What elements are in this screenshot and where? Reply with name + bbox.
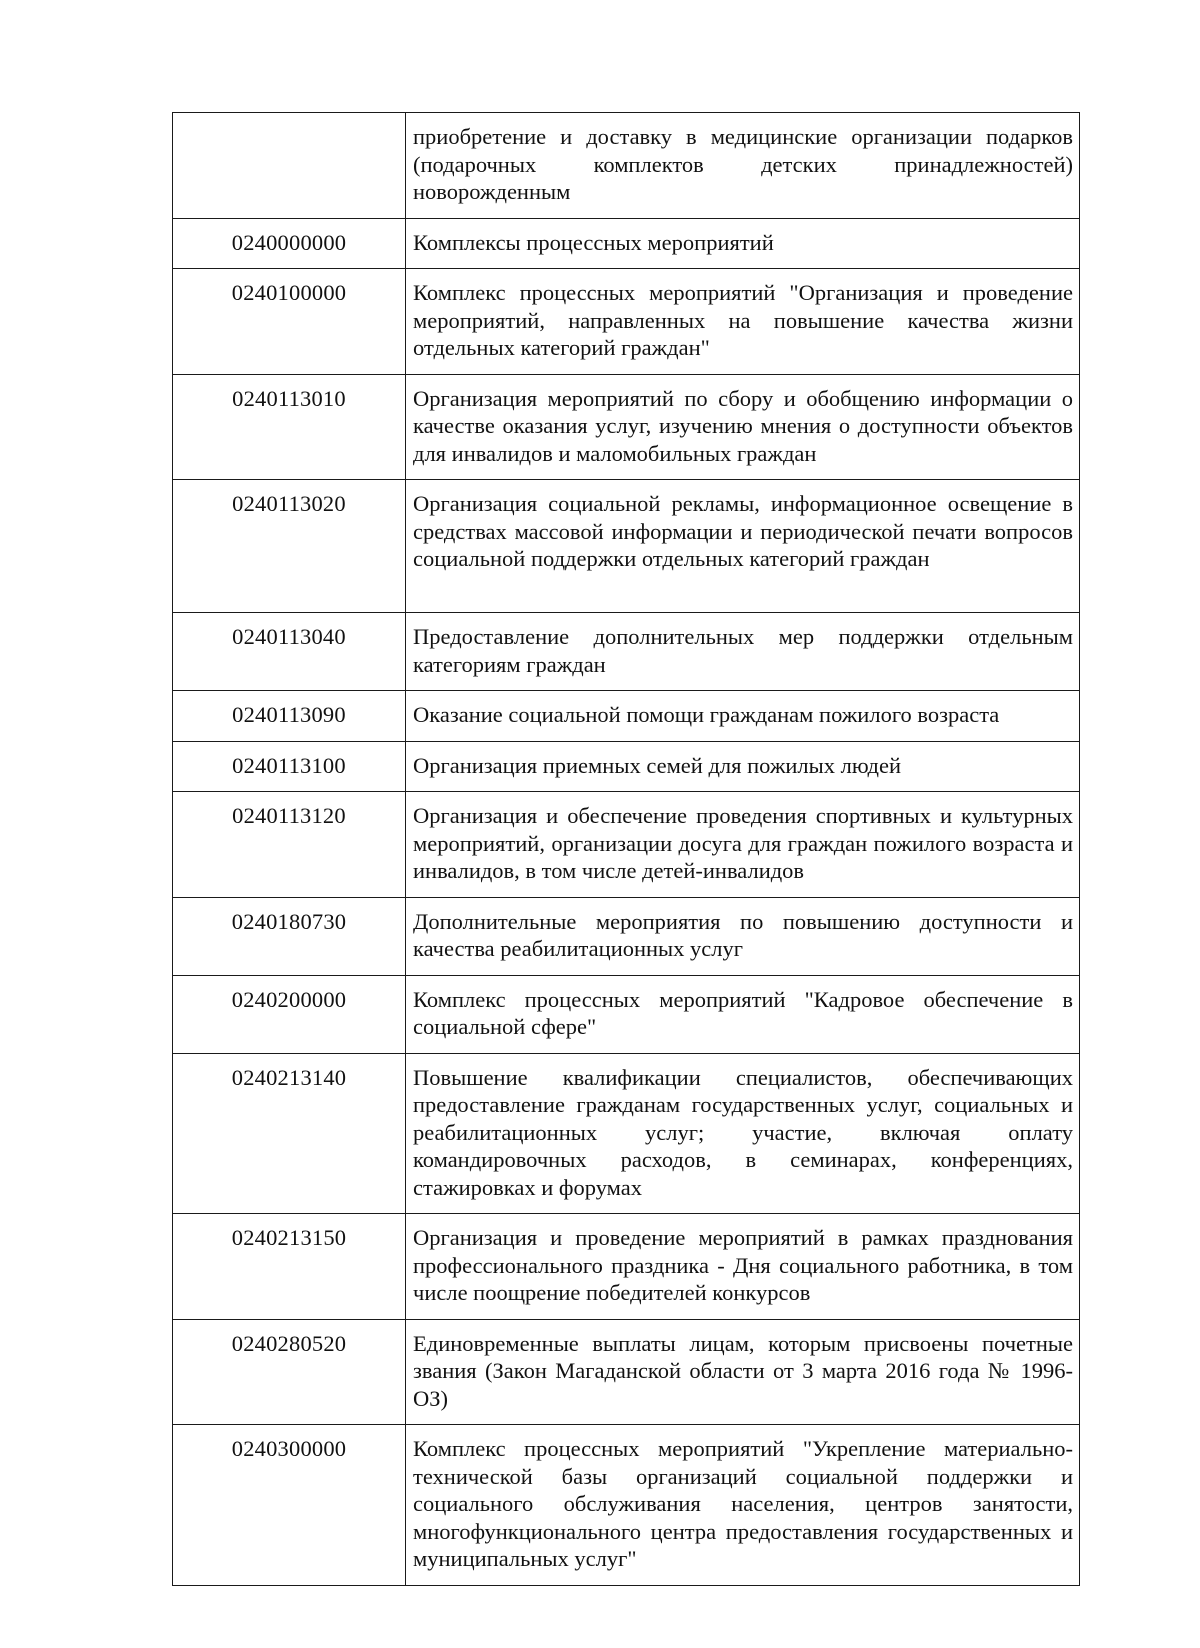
table-row xyxy=(173,1053,1080,1214)
table-row xyxy=(173,897,1080,975)
code-cell xyxy=(173,1319,406,1425)
code-cell xyxy=(173,1214,406,1320)
table-row xyxy=(173,269,1080,375)
code-cell xyxy=(173,218,406,269)
description-cell: Организация социальной рекламы, информационное освещение в средствах массовой информации и периодической печати вопросов социальной поддержки отдельных категорий граждан xyxy=(406,480,1080,613)
code-text: 0240213150 xyxy=(231,1225,347,1250)
description-cell: Комплекс процессных мероприятий "Укрепление материально-технической базы организаций социальной поддержки и социального обслуживания населения, центров занятости, многофункционального центра предоставления государственных и муниципальных услуг" xyxy=(406,1425,1080,1586)
code-text: 0240100000 xyxy=(231,280,347,305)
code-cell xyxy=(173,975,406,1053)
code-text: 0240113100 xyxy=(232,752,346,778)
description-cell: Организация и обеспечение проведения спортивных и культурных мероприятий, организации досуга для граждан пожилого возраста и инвалидов, в том числе детей-инвалидов xyxy=(406,792,1080,898)
code-text: 0240113020 xyxy=(232,491,346,516)
code-cell xyxy=(173,691,406,742)
code-cell xyxy=(173,113,406,219)
code-text: 0240180730 xyxy=(231,908,347,934)
code-text: 0240000000 xyxy=(231,229,347,255)
code-cell xyxy=(173,792,406,898)
table-row xyxy=(173,1214,1080,1320)
description-cell: Организация приемных семей для пожилых людей xyxy=(406,741,1080,792)
description-cell: Единовременные выплаты лицам, которым присвоены почетные звания (Закон Магаданской области от 3 марта 2016 года № 1996-ОЗ) xyxy=(406,1319,1080,1425)
code-cell xyxy=(173,480,406,613)
code-text: 0240113090 xyxy=(232,702,346,727)
description-cell: Комплексы процессных мероприятий xyxy=(406,218,1080,269)
code-text: 0240113040 xyxy=(232,624,346,649)
code-cell xyxy=(173,897,406,975)
table-row xyxy=(173,113,1080,219)
table-row xyxy=(173,691,1080,742)
code-text: 0240300000 xyxy=(231,1436,347,1461)
description-cell: Дополнительные мероприятия по повышению доступности и качества реабилитационных услуг xyxy=(406,897,1080,975)
description-cell: Повышение квалификации специалистов, обеспечивающих предоставление гражданам государственных услуг, социальных и реабилитационных услуг; участие, включая оплату командировочных расходов, в семинарах, конференциях, стажировках и форумах xyxy=(406,1053,1080,1214)
code-text: 0240113120 xyxy=(232,803,346,828)
code-cell xyxy=(173,1053,406,1214)
code-text: 0240200000 xyxy=(231,986,347,1012)
description-cell: Предоставление дополнительных мер поддержки отдельным категориям граждан xyxy=(406,613,1080,691)
table-row xyxy=(173,975,1080,1053)
description-cell: Организация и проведение мероприятий в рамках празднования профессионального праздника - Дня социального работника, в том числе поощрение победителей конкурсов xyxy=(406,1214,1080,1320)
description-cell: Оказание социальной помощи гражданам пожилого возраста xyxy=(406,691,1080,742)
table-row xyxy=(173,1425,1080,1586)
code-text: 0240213140 xyxy=(231,1064,347,1090)
code-cell xyxy=(173,374,406,480)
code-cell xyxy=(173,741,406,792)
table-row xyxy=(173,792,1080,898)
code-text: 0240113010 xyxy=(232,385,346,411)
code-cell xyxy=(173,269,406,375)
code-cell xyxy=(173,1425,406,1586)
table-row xyxy=(173,613,1080,691)
table-row xyxy=(173,741,1080,792)
code-text: 0240280520 xyxy=(231,1330,347,1356)
budget-codes-table xyxy=(172,112,1080,1586)
table-row xyxy=(173,1319,1080,1425)
table-row xyxy=(173,218,1080,269)
description-cell: Комплекс процессных мероприятий "Организация и проведение мероприятий, направленных на повышение качества жизни отдельных категорий граждан" xyxy=(406,269,1080,375)
description-cell: Комплекс процессных мероприятий "Кадровое обеспечение в социальной сфере" xyxy=(406,975,1080,1053)
table-row xyxy=(173,480,1080,613)
code-cell xyxy=(173,613,406,691)
description-cell: приобретение и доставку в медицинские организации подарков (подарочных комплектов детских принадлежностей) новорожденным xyxy=(406,113,1080,219)
table-row xyxy=(173,374,1080,480)
description-cell: Организация мероприятий по сбору и обобщению информации о качестве оказания услуг, изучению мнения о доступности объектов для инвалидов и маломобильных граждан xyxy=(406,374,1080,480)
